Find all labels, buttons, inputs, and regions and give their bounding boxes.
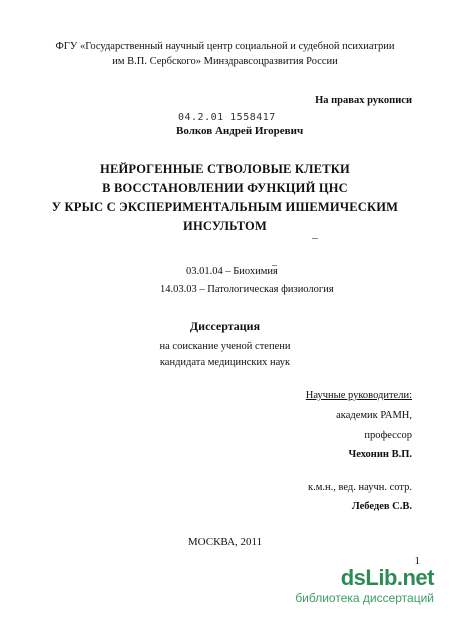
- watermark-logo: [295, 565, 434, 605]
- title-line-3: У КРЫС С ЭКСПЕРИМЕНТАЛЬНЫМ ИШЕМИЧЕСКИМ: [51, 200, 399, 214]
- library-stamp-number: 04.2.01 1558417: [178, 112, 276, 123]
- title-line-1: НЕЙРОГЕННЫЕ СТВОЛОВЫЕ КЛЕТКИ: [100, 162, 350, 176]
- supervisor-1-rank: академик РАМН,: [336, 410, 412, 421]
- supervisor-1-title: профессор: [364, 430, 412, 441]
- title-line-2: В ВОССТАНОВЛЕНИИ ФУНКЦИЙ ЦНС: [102, 181, 348, 195]
- author-name: Волков Андрей Игоревич: [176, 125, 304, 137]
- organization-line-1: ФГУ «Государственный научный центр социальной и судебной психиатрии: [55, 41, 395, 52]
- dslib-caption: библиотека диссертаций: [295, 591, 434, 605]
- page-number: 1: [414, 555, 420, 567]
- scan-mark: [312, 238, 318, 239]
- dissertation-heading: Диссертация: [189, 319, 261, 333]
- rights-notice: На правах рукописи: [315, 95, 412, 106]
- dslib-logo: dsLib.net: [340, 565, 434, 590]
- organization-line-2: им В.П. Сербского» Минздравсоцразвития России: [112, 56, 338, 67]
- title-line-4: ИНСУЛЬТОМ: [183, 219, 267, 233]
- specialty-2: 14.03.03 – Патологическая физиология: [160, 284, 334, 295]
- supervisor-1-name: Чехонин В.П.: [348, 449, 412, 460]
- dissertation-degree-line-2: кандидата медицинских наук: [159, 357, 291, 368]
- specialty-1: 03.01.04 – Биохимия: [186, 266, 278, 277]
- supervisors-label: Научные руководители:: [305, 390, 412, 401]
- dissertation-degree-line-1: на соискание ученой степени: [159, 341, 291, 352]
- supervisor-2-title: к.м.н., вед. научн. сотр.: [307, 482, 412, 493]
- scan-mark: [272, 265, 277, 266]
- city-year: МОСКВА, 2011: [187, 536, 263, 548]
- supervisor-2-name: Лебедев С.В.: [351, 501, 412, 512]
